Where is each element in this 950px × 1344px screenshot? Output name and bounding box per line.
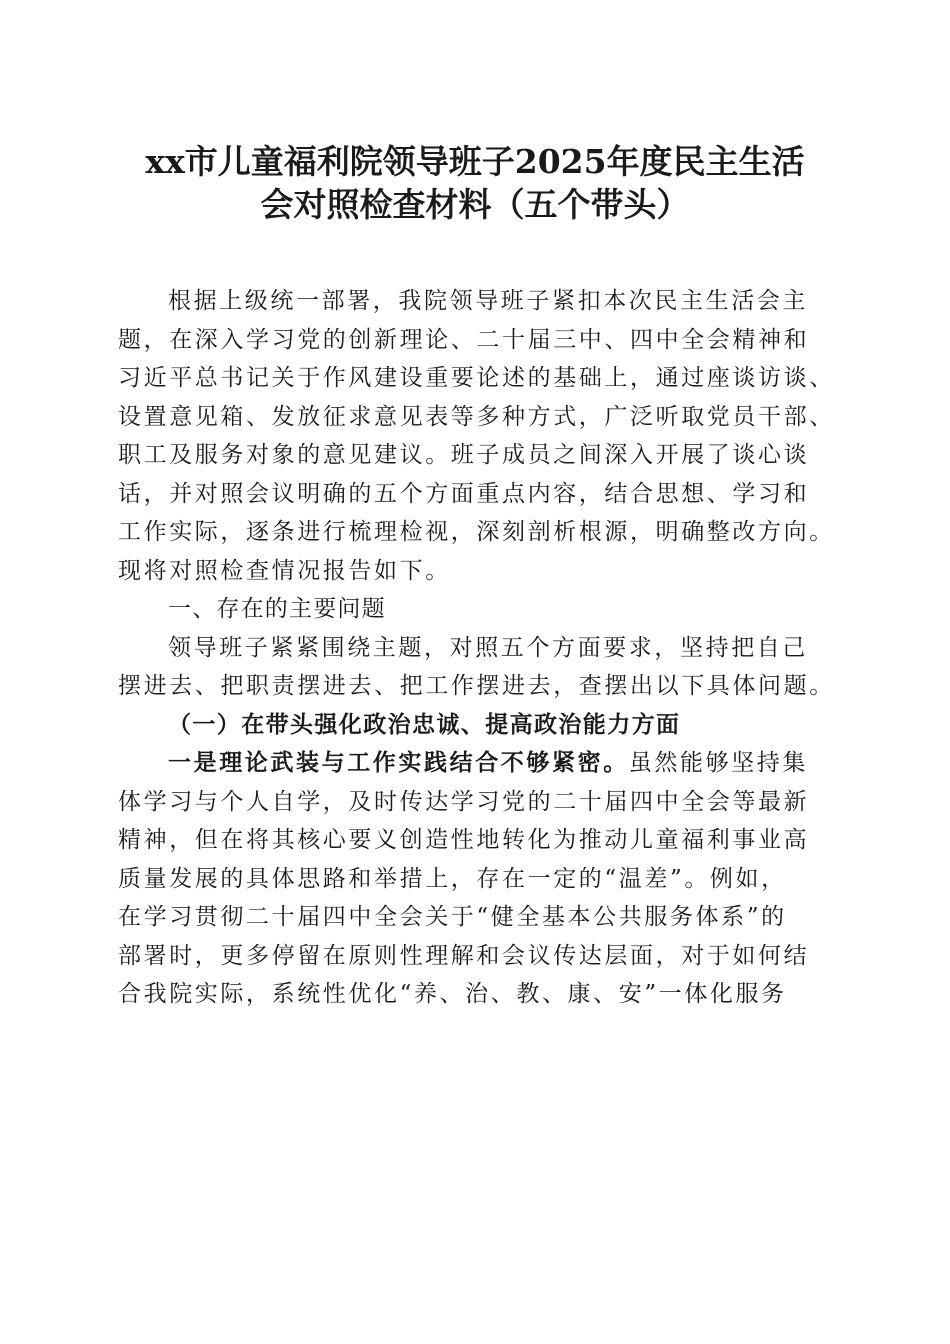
paragraph-line: 领导班子紧紧围绕主题，对照五个方面要求，坚持把自己 xyxy=(168,634,808,661)
paragraph-line: 在学习贯彻二十届四中全会关于“健全基本公共服务体系”的 xyxy=(118,904,787,930)
document-title xyxy=(100,140,850,226)
paragraph-line: 职工及服务对象的意见建议。班子成员之间深入开展了谈心谈 xyxy=(118,442,810,468)
paragraph-line: 合我院实际，系统性优化“养、治、教、康、安”一体化服务 xyxy=(118,981,787,1007)
intro-paragraph xyxy=(118,282,840,590)
paragraph-line: 体学习与个人自学，及时传达学习党的二十届四中全会等最新 xyxy=(118,788,810,815)
point-paragraph xyxy=(118,744,840,1014)
point-lead-text: 一是理论武装与工作实践结合不够紧密。 xyxy=(168,749,629,776)
point-lead-rest: 虽然能够坚持集 xyxy=(628,750,809,776)
subsection-heading: （一）在带头强化政治忠诚、提高政治能力方面 xyxy=(168,710,681,738)
paragraph-line: 摆进去、把职责摆进去、把工作摆进去，查摆出以下具体问题。 xyxy=(118,673,835,699)
paragraph-line: 根据上级统一部署，我院领导班子紧扣本次民主生活会主 xyxy=(168,288,808,314)
paragraph-line: 部署时，更多停留在原则性理解和会议传达层面，对于如何结 xyxy=(118,942,810,969)
paragraph-line: 质量发展的具体思路和举措上，存在一定的“温差”。例如， xyxy=(118,865,787,892)
paragraph-line: 设置意见箱、发放征求意见表等多种方式，广泛听取党员干部、 xyxy=(118,403,835,430)
section-heading: 一、存在的主要问题 xyxy=(168,596,386,622)
paragraph-line: 话，并对照会议明确的五个方面重点内容，结合思想、学习和 xyxy=(118,480,810,507)
paragraph-line: 工作实际，逐条进行梳理检视，深刻剖析根源，明确整改方向。 xyxy=(118,519,835,545)
title-line-2: 会对照检查材料（五个带头） xyxy=(260,185,690,224)
paragraph-line: 习近平总书记关于作风建设重要论述的基础上，通过座谈访谈、 xyxy=(118,365,835,391)
paragraph-line xyxy=(118,744,840,783)
paragraph-line: 题，在深入学习党的创新理论、二十届三中、四中全会精神和 xyxy=(118,326,810,353)
paragraph-line: 现将对照检查情况报告如下。 xyxy=(118,557,451,584)
document-body xyxy=(118,282,840,1014)
section-intro-paragraph xyxy=(118,629,840,706)
title-line-1: xx市儿童福利院领导班子2025年度民主生活 xyxy=(145,142,805,181)
paragraph-line: 精神，但在将其核心要义创造性地转化为推动儿童福利事业高 xyxy=(118,827,810,853)
